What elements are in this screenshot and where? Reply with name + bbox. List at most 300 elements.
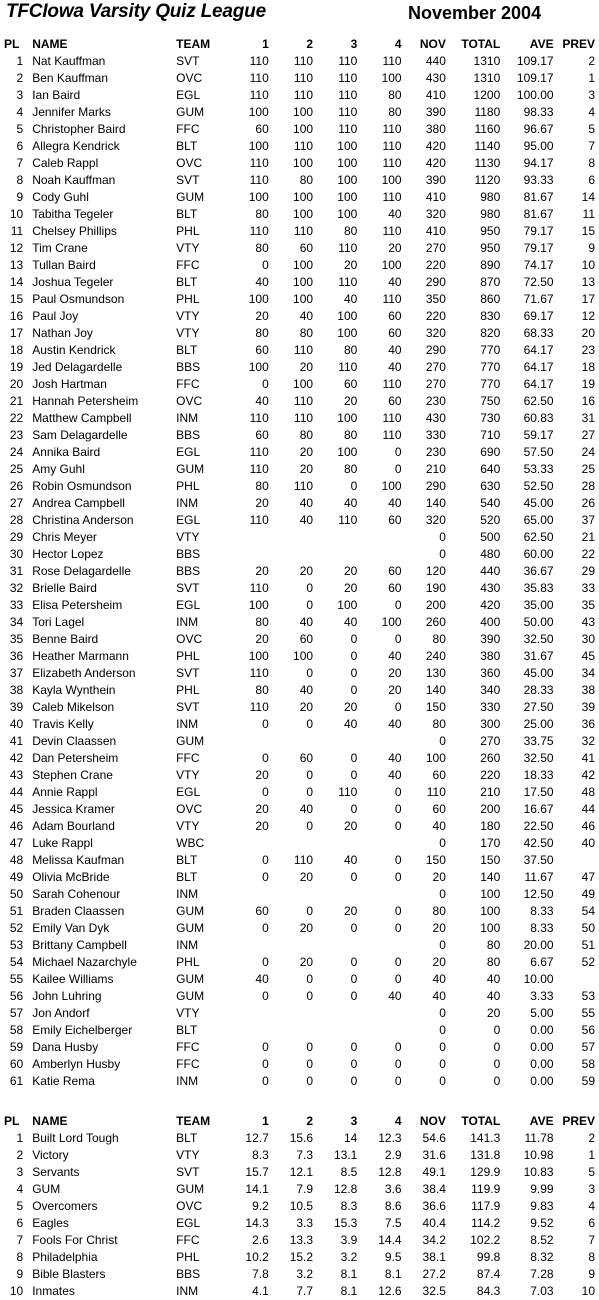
- nov-cell: 60: [432, 768, 446, 782]
- table-row: [0, 1005, 599, 1022]
- total-cell: 0: [493, 1023, 501, 1037]
- place-cell: 8: [16, 173, 24, 187]
- table-row: [0, 818, 599, 835]
- table-row: [0, 87, 599, 104]
- prev-cell: 34: [581, 666, 595, 680]
- game-2-cell: 100: [293, 377, 314, 391]
- game-1-cell: 60: [255, 904, 269, 918]
- place-cell: 36: [9, 649, 24, 663]
- nov-cell: 350: [425, 292, 446, 306]
- game-2-cell: 110: [293, 394, 314, 408]
- team-cell: FFC: [176, 1233, 200, 1247]
- game-3-cell: 100: [337, 445, 358, 459]
- place-cell: 25: [9, 462, 24, 476]
- name-cell: Philadelphia: [32, 1250, 98, 1264]
- ave-cell: 20.00: [523, 938, 554, 952]
- game-1-cell: 110: [249, 700, 269, 714]
- name-cell: Overcomers: [32, 1199, 98, 1213]
- ave-cell: 59.17: [523, 428, 554, 442]
- table-row: [0, 988, 599, 1005]
- ave-cell: 81.67: [523, 190, 554, 204]
- game-1-cell: 110: [249, 581, 269, 595]
- game-1-cell: 60: [255, 122, 269, 136]
- table-row: [0, 1056, 599, 1073]
- ave-cell: 32.50: [523, 751, 554, 765]
- ave-cell: 74.17: [523, 258, 554, 272]
- nov-cell: 0: [439, 734, 446, 748]
- game-1-cell: 2.6: [252, 1233, 269, 1247]
- game-2-cell: 100: [293, 207, 314, 221]
- game-2-cell: 40: [299, 802, 314, 816]
- total-cell: 380: [480, 649, 501, 663]
- team-cell: GUM: [176, 105, 205, 119]
- ave-cell: 18.33: [523, 768, 554, 782]
- table-row: [0, 376, 599, 393]
- prev-cell: 8: [588, 1250, 595, 1264]
- table-row: [0, 716, 599, 733]
- game-4-cell: 7.5: [384, 1216, 402, 1230]
- ave-cell: 16.67: [523, 802, 554, 816]
- game-3-cell: 20: [343, 564, 358, 578]
- name-cell: Christina Anderson: [32, 513, 134, 527]
- place-cell: 4: [16, 1182, 24, 1196]
- name-cell: Melissa Kaufman: [32, 853, 125, 867]
- place-cell: 19: [9, 360, 24, 374]
- place-cell: 4: [16, 105, 24, 119]
- place-cell: 46: [9, 819, 24, 833]
- ave-cell: 52.50: [523, 479, 554, 493]
- name-cell: Nathan Joy: [32, 326, 93, 340]
- table-row: [0, 155, 599, 172]
- team-cell: SVT: [176, 173, 200, 187]
- table-row: [0, 1181, 599, 1198]
- game-3-cell: 3.2: [340, 1250, 358, 1264]
- game-4-cell: 0: [394, 462, 402, 476]
- game-1-cell: [224, 886, 268, 903]
- team-cell: PHL: [176, 649, 200, 663]
- team-cell: INM: [176, 496, 199, 510]
- game-4-cell: [357, 835, 401, 852]
- game-4-cell: 0: [394, 972, 402, 986]
- name-cell: Paul Joy: [32, 309, 79, 323]
- game-4-cell: 14.4: [378, 1233, 402, 1247]
- table-row: [0, 512, 599, 529]
- team-cell: EGL: [176, 598, 201, 612]
- game-3-cell: 3.9: [340, 1233, 358, 1247]
- place-cell: 22: [9, 411, 24, 425]
- team-cell: VTY: [176, 819, 200, 833]
- prev-cell: 4: [588, 105, 595, 119]
- place-cell: 3: [16, 88, 24, 102]
- game-4-cell: 40: [388, 989, 402, 1003]
- name-cell: Tullan Baird: [32, 258, 96, 272]
- game-3-cell: 100: [337, 207, 358, 221]
- ave-cell: 93.33: [523, 173, 554, 187]
- prev-cell: 43: [581, 615, 595, 629]
- place-cell: 53: [9, 938, 24, 952]
- total-cell: 750: [480, 394, 501, 408]
- game-2-cell: 100: [293, 105, 314, 119]
- table-row: [0, 138, 599, 155]
- game-3-cell: [313, 1005, 357, 1022]
- total-cell: 950: [480, 241, 501, 255]
- total-cell: 131.8: [470, 1148, 501, 1162]
- game-3-cell: 15.3: [333, 1216, 358, 1230]
- column-header-name: NAME: [32, 37, 68, 51]
- team-cell: BLT: [176, 1131, 198, 1145]
- nov-cell: 150: [425, 853, 446, 867]
- game-1-cell: 110: [249, 54, 269, 68]
- nov-cell: 140: [425, 496, 446, 510]
- game-1-cell: 0: [262, 717, 269, 731]
- game-4-cell: 20: [388, 241, 402, 255]
- nov-cell: 20: [432, 921, 446, 935]
- table-row: [0, 104, 599, 121]
- game-1-cell: 0: [262, 377, 269, 391]
- name-cell: Travis Kelly: [32, 717, 94, 731]
- team-cell: PHL: [176, 479, 200, 493]
- nov-cell: 390: [425, 173, 446, 187]
- table-row: [0, 257, 599, 274]
- game-3-cell: 40: [343, 496, 358, 510]
- table-row: [0, 393, 599, 410]
- game-4-cell: 110: [382, 292, 402, 306]
- game-2-cell: 110: [293, 343, 314, 357]
- place-cell: 9: [16, 1267, 24, 1281]
- prev-cell: 3: [588, 88, 595, 102]
- total-cell: 114.2: [471, 1216, 501, 1230]
- name-cell: Annie Rappl: [32, 785, 98, 799]
- nov-cell: 0: [439, 836, 446, 850]
- nov-cell: 210: [425, 462, 446, 476]
- table-row: [0, 580, 599, 597]
- game-1-cell: 80: [255, 241, 269, 255]
- place-cell: 7: [16, 1233, 24, 1247]
- place-cell: 40: [9, 717, 24, 731]
- total-cell: 260: [480, 751, 501, 765]
- team-standings-table: [0, 1113, 599, 1300]
- name-cell: Hannah Petersheim: [32, 394, 139, 408]
- game-2-cell: 110: [293, 853, 314, 867]
- total-cell: 400: [480, 615, 501, 629]
- place-cell: 48: [9, 853, 24, 867]
- ave-cell: 60.83: [523, 411, 554, 425]
- game-3-cell: 80: [343, 462, 358, 476]
- ave-cell: 6.67: [530, 955, 554, 969]
- game-3-cell: 40: [343, 292, 358, 306]
- nov-cell: 0: [439, 1074, 446, 1088]
- game-1-cell: 40: [255, 275, 269, 289]
- team-cell: BLT: [176, 207, 198, 221]
- total-cell: 180: [480, 819, 501, 833]
- name-cell: John Luhring: [32, 989, 102, 1003]
- ave-cell: 64.17: [523, 360, 554, 374]
- game-3-cell: 13.1: [333, 1148, 358, 1162]
- game-2-cell: 7.3: [296, 1148, 314, 1162]
- nov-cell: 120: [425, 564, 446, 578]
- game-3-cell: 0: [350, 649, 358, 663]
- column-header-ave: AVE: [529, 1114, 554, 1128]
- ave-cell: 98.33: [523, 105, 554, 119]
- nov-cell: 290: [425, 275, 446, 289]
- game-2-cell: 100: [293, 258, 314, 272]
- table-row: [0, 359, 599, 376]
- place-cell: 49: [9, 870, 24, 884]
- total-cell: 980: [480, 190, 501, 204]
- column-header-game-1: 1: [262, 1114, 269, 1128]
- prev-cell: 1: [588, 1148, 595, 1162]
- column-header-game-3: 3: [350, 1114, 358, 1128]
- total-cell: 730: [480, 411, 501, 425]
- place-cell: 2: [16, 71, 24, 85]
- table-row: [0, 172, 599, 189]
- game-3-cell: 0: [350, 989, 358, 1003]
- game-4-cell: 110: [382, 190, 402, 204]
- game-3-cell: 0: [350, 955, 358, 969]
- game-1-cell: 20: [255, 768, 269, 782]
- ave-cell: 9.83: [530, 1199, 554, 1213]
- game-3-cell: 80: [343, 343, 358, 357]
- team-cell: PHL: [176, 683, 200, 697]
- ave-cell: 25.00: [523, 717, 554, 731]
- team-cell: BLT: [176, 343, 198, 357]
- prev-cell: 35: [581, 598, 595, 612]
- name-cell: GUM: [32, 1182, 61, 1196]
- total-cell: 40: [486, 972, 501, 986]
- game-4-cell: 100: [381, 173, 402, 187]
- game-4-cell: 0: [394, 955, 402, 969]
- nov-cell: 32.5: [422, 1284, 446, 1298]
- table-row: [0, 733, 599, 750]
- team-cell: BLT: [176, 853, 198, 867]
- nov-cell: 27.2: [422, 1267, 446, 1281]
- game-3-cell: 8.5: [340, 1165, 358, 1179]
- ave-cell: 72.50: [523, 275, 554, 289]
- team-cell: BBS: [176, 547, 201, 561]
- game-4-cell: 0: [394, 1057, 402, 1071]
- name-cell: Cody Guhl: [32, 190, 89, 204]
- team-cell: INM: [176, 887, 199, 901]
- nov-cell: 54.6: [422, 1131, 446, 1145]
- game-4-cell: 20: [388, 683, 402, 697]
- game-4-cell: 100: [381, 479, 402, 493]
- place-cell: 9: [16, 190, 24, 204]
- total-cell: 390: [480, 632, 501, 646]
- place-cell: 42: [9, 751, 24, 765]
- nov-cell: 220: [425, 309, 446, 323]
- game-1-cell: 100: [248, 649, 269, 663]
- nov-cell: 230: [425, 445, 446, 459]
- name-cell: Hector Lopez: [32, 547, 104, 561]
- prev-cell: 2: [588, 1131, 595, 1145]
- game-1-cell: 9.2: [252, 1199, 269, 1213]
- game-1-cell: [224, 937, 268, 954]
- game-2-cell: 20: [299, 360, 314, 374]
- team-cell: BBS: [176, 360, 201, 374]
- team-cell: INM: [176, 615, 199, 629]
- name-cell: Katie Rema: [32, 1074, 95, 1088]
- nov-cell: 38.1: [422, 1250, 446, 1264]
- game-2-cell: 0: [306, 717, 314, 731]
- ave-cell: 94.17: [523, 156, 554, 170]
- name-cell: Brittany Campbell: [32, 938, 127, 952]
- game-1-cell: 110: [249, 224, 269, 238]
- game-2-cell: 110: [293, 54, 314, 68]
- nov-cell: 320: [425, 326, 446, 340]
- name-cell: Victory: [32, 1148, 69, 1162]
- name-cell: Bible Blasters: [32, 1267, 106, 1281]
- nov-cell: 190: [425, 581, 446, 595]
- name-cell: Chris Meyer: [32, 530, 97, 544]
- ave-cell: 31.67: [523, 649, 554, 663]
- ave-cell: 27.50: [523, 700, 554, 714]
- total-cell: 860: [480, 292, 501, 306]
- game-1-cell: 40: [255, 972, 269, 986]
- ave-cell: 79.17: [523, 241, 554, 255]
- table-row: [0, 529, 599, 546]
- place-cell: 38: [9, 683, 24, 697]
- game-2-cell: 15.2: [289, 1250, 314, 1264]
- nov-cell: 0: [439, 887, 446, 901]
- ave-cell: 10.98: [523, 1148, 554, 1162]
- place-cell: 52: [9, 921, 24, 935]
- total-cell: 770: [480, 360, 501, 374]
- game-2-cell: 40: [299, 309, 314, 323]
- game-4-cell: 0: [394, 598, 402, 612]
- team-cell: VTY: [176, 326, 200, 340]
- nov-cell: 60: [432, 802, 446, 816]
- table-row: [0, 206, 599, 223]
- game-4-cell: [357, 1005, 401, 1022]
- game-2-cell: 10.5: [289, 1199, 314, 1213]
- table-row: [0, 223, 599, 240]
- prev-cell: 55: [581, 1006, 595, 1020]
- name-cell: Nat Kauffman: [32, 54, 106, 68]
- table-row: [0, 631, 599, 648]
- total-cell: 80: [486, 938, 501, 952]
- game-4-cell: 110: [382, 377, 402, 391]
- game-1-cell: 80: [255, 326, 269, 340]
- game-4-cell: 12.6: [378, 1284, 402, 1298]
- game-3-cell: 0: [350, 1040, 358, 1054]
- column-header-total: TOTAL: [461, 1114, 501, 1128]
- game-3-cell: [313, 733, 357, 750]
- nov-cell: 290: [425, 479, 446, 493]
- name-cell: Inmates: [32, 1284, 75, 1298]
- team-cell: FFC: [176, 1057, 200, 1071]
- game-3-cell: 80: [343, 428, 358, 442]
- table-row: [0, 971, 599, 988]
- game-1-cell: 110: [249, 88, 269, 102]
- total-cell: 270: [480, 734, 501, 748]
- place-cell: 47: [9, 836, 24, 850]
- game-1-cell: 7.8: [252, 1267, 269, 1281]
- game-1-cell: 12.7: [245, 1131, 269, 1145]
- nov-cell: 0: [439, 1023, 446, 1037]
- prev-cell: 19: [581, 377, 595, 391]
- name-cell: Adam Bourland: [32, 819, 115, 833]
- table-row: [0, 53, 599, 70]
- total-cell: 100: [480, 921, 501, 935]
- nov-cell: 150: [425, 700, 446, 714]
- game-3-cell: 14: [343, 1131, 358, 1145]
- game-4-cell: 12.8: [378, 1165, 402, 1179]
- place-cell: 6: [16, 1216, 24, 1230]
- name-cell: Tori Lagel: [32, 615, 85, 629]
- ave-cell: 7.28: [530, 1267, 554, 1281]
- place-cell: 21: [9, 394, 24, 408]
- game-3-cell: 80: [343, 224, 358, 238]
- team-cell: BBS: [176, 564, 201, 578]
- game-2-cell: 0: [306, 598, 314, 612]
- game-3-cell: 20: [343, 819, 358, 833]
- place-cell: 28: [9, 513, 24, 527]
- name-cell: Braden Claassen: [32, 904, 125, 918]
- place-cell: 18: [9, 343, 24, 357]
- team-cell: FFC: [176, 258, 200, 272]
- table-row: [0, 937, 599, 954]
- ave-cell: 64.17: [523, 343, 554, 357]
- ave-cell: 53.33: [523, 462, 554, 476]
- nov-cell: 270: [425, 377, 446, 391]
- total-cell: 0: [493, 1040, 501, 1054]
- table-row: [0, 444, 599, 461]
- prev-cell: 26: [581, 496, 595, 510]
- column-header-name: NAME: [32, 1114, 68, 1128]
- prev-cell: 42: [581, 768, 595, 782]
- prev-cell: 20: [581, 326, 595, 340]
- team-cell: BBS: [176, 428, 201, 442]
- game-1-cell: 8.3: [252, 1148, 269, 1162]
- game-2-cell: 3.2: [296, 1267, 314, 1281]
- table-row: [0, 427, 599, 444]
- game-2-cell: 40: [299, 513, 314, 527]
- game-2-cell: 0: [306, 785, 314, 799]
- place-cell: 45: [9, 802, 24, 816]
- nov-cell: 100: [425, 751, 446, 765]
- table-row: [0, 614, 599, 631]
- table-row: [0, 495, 599, 512]
- ave-cell: 11.67: [524, 870, 554, 884]
- game-3-cell: 40: [343, 717, 358, 731]
- game-4-cell: 0: [394, 632, 402, 646]
- game-2-cell: 15.6: [289, 1131, 314, 1145]
- prev-cell: 25: [581, 462, 595, 476]
- game-2-cell: [269, 835, 313, 852]
- game-3-cell: 0: [350, 683, 358, 697]
- place-cell: 7: [16, 156, 24, 170]
- total-cell: 980: [480, 207, 501, 221]
- game-3-cell: 20: [343, 581, 358, 595]
- nov-cell: 110: [426, 785, 446, 799]
- game-4-cell: [357, 937, 401, 954]
- table-row: [0, 954, 599, 971]
- team-cell: SVT: [176, 1165, 200, 1179]
- game-2-cell: 20: [299, 870, 314, 884]
- game-4-cell: 0: [394, 802, 402, 816]
- game-3-cell: [313, 835, 357, 852]
- game-2-cell: 110: [293, 139, 314, 153]
- game-2-cell: 110: [293, 479, 314, 493]
- table-row: [0, 1147, 599, 1164]
- table-row: [0, 1039, 599, 1056]
- game-1-cell: 100: [248, 360, 269, 374]
- name-cell: Stephen Crane: [32, 768, 113, 782]
- team-cell: WBC: [176, 836, 205, 850]
- game-1-cell: 110: [249, 156, 269, 170]
- name-cell: Heather Marmann: [32, 649, 129, 663]
- name-cell: Austin Kendrick: [32, 343, 116, 357]
